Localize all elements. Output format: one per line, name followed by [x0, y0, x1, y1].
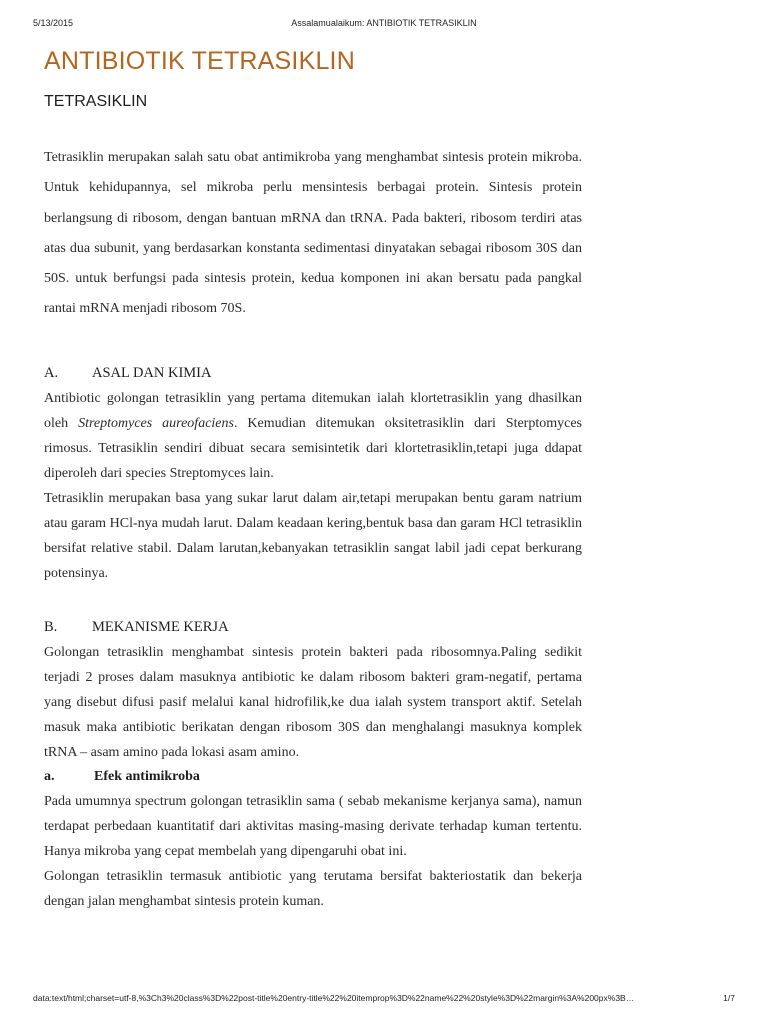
- post-subtitle: TETRASIKLIN: [44, 93, 148, 110]
- section-number: A.: [44, 364, 59, 381]
- text-run: . Kemudian ditemukan oksitetrasiklin dari Sterptomyces rimosus. Tetrasiklin sendiri dibuat secara semisintetik dari klortetrasiklin,tetapi juga ddapat diperoleh dari species Streptomyces lain.: [44, 415, 583, 481]
- section-asal-dan-kimia: [44, 360, 582, 586]
- post-title: ANTIBIOTIK TETRASIKLIN: [44, 47, 355, 75]
- italic-species-name: Streptomyces aureofaciens: [78, 415, 234, 431]
- text-run: Antibiotic golongan tetrasiklin yang pertama ditemukan ialah klortetrasiklin yang dhasilkan oleh: [44, 390, 582, 431]
- subsection-paragraph: Golongan tetrasiklin termasuk antibiotic yang terutama bersifat bakteriostatik dan bekerja dengan jalan menghambat sintesis protein kuman.: [44, 868, 582, 909]
- section-paragraph: [44, 386, 582, 486]
- section-mekanisme-kerja: [44, 614, 582, 914]
- section-number: B.: [44, 618, 58, 635]
- subsection-paragraph: Pada umumnya spectrum golongan tetrasiklin sama ( sebab mekanisme kerjanya sama), namun terdapat perbedaan kuantitatif dari aktivitas masing-masing derivate terhadap kuman tertentu. Hanya mikroba yang cepat membelah yang dipengaruhi obat ini.: [44, 793, 582, 859]
- intro-paragraph: Tetrasiklin merupakan salah satu obat antimikroba yang menghambat sintesis protein mikroba. Untuk kehidupannya, sel mikroba perlu mensintesis berbagai protein. Sintesis protein berlangsung di ribosom, dengan bantuan mRNA dan tRNA. Pada bakteri, ribosom terdiri atas atas dua subunit, yang berdasarkan konstanta sedimentasi dinyatakan sebagai ribosom 30S dan 50S. untuk berfungsi pada sintesis protein, kedua komponen ini akan bersatu pada pangkal rantai mRNA menjadi ribosom 70S.: [44, 150, 582, 317]
- section-paragraph: Tetrasiklin merupakan basa yang sukar larut dalam air,tetapi merupakan bentu garam natrium atau garam HCl-nya mudah larut. Dalam keadaan kering,bentuk basa dan garam HCl tetrasiklin bersifat relative stabil. Dalam larutan,kebanyakan tetrasiklin sangat labil jadi cepat berkurang potensinya.: [44, 490, 582, 581]
- subsection-heading: [44, 765, 582, 789]
- section-title: ASAL DAN KIMIA: [92, 364, 212, 381]
- print-source-url: data:text/html;charset=utf-8,%3Ch3%20class%3D%22post-title%20entry-title%22%20itemprop%3D%22name%22%20style%3D%22margin%3A%200px%3B…: [33, 993, 635, 1003]
- section-heading: [44, 360, 582, 386]
- print-document-title: Assalamualaikum: ANTIBIOTIK TETRASIKLIN: [291, 18, 477, 28]
- section-title: MEKANISME KERJA: [92, 618, 229, 635]
- subsection-title: Efek antimikroba: [94, 768, 200, 784]
- subsection-number: a.: [44, 768, 55, 784]
- print-date: 5/13/2015: [33, 18, 74, 28]
- section-paragraph: Golongan tetrasiklin menghambat sintesis protein bakteri pada ribosomnya.Paling sedikit terjadi 2 proses dalam masuknya antibiotic ke dalam ribosom bakteri gram-negatif, pertama yang disebut difusi pasif melalui kanal hidrofilik,ke dua ialah system transport aktif. Setelah masuk maka antibiotic berikatan dengan ribosom 30S dan menghalangi masuknya komplek tRNA – asam amino pada lokasi asam amino.: [44, 644, 582, 760]
- post-content: [44, 44, 582, 914]
- print-page-number: 1/7: [723, 993, 735, 1003]
- section-heading: [44, 614, 582, 640]
